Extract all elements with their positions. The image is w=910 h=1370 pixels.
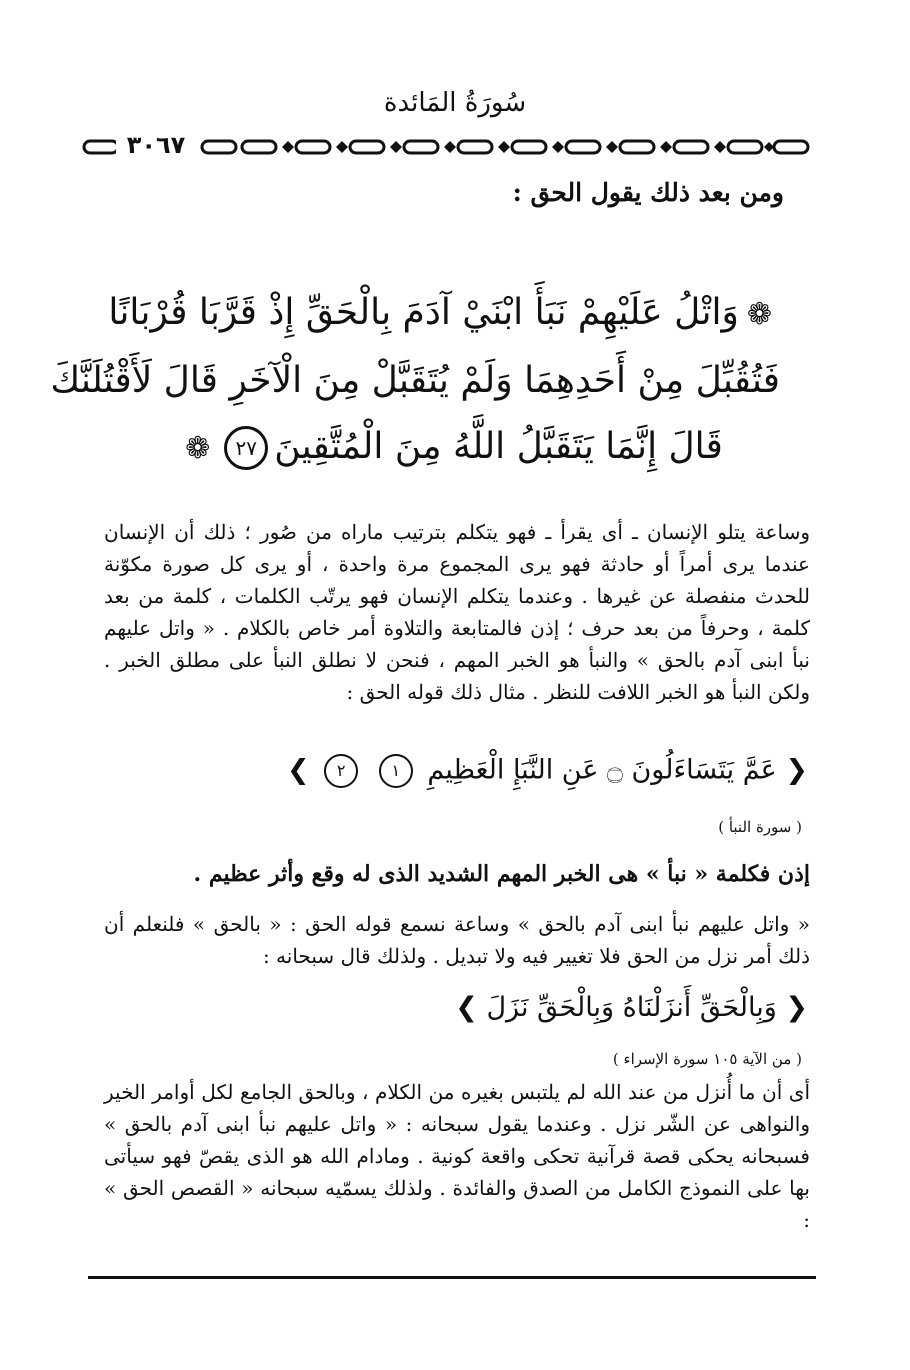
verse-source-1: ( سورة النبأ ) <box>718 818 802 836</box>
quran-line-3 <box>120 414 780 482</box>
paragraph-4: أى أن ما أُنزل من عند الله لم يلتبس بغيره من الكلام ، وبالحق الجامع لكل أوامر الخير والنواهى عن الشّر نزل . وعندما يقول سبحانه : « واتل عليهم نبأ ابنى آدم بالحق » فسبحانه يحكى قصة قرآنية تحكى واقعة كونية . ومادام الله هو الذى يقصّ فهو سيأتى بها على النموذج الكامل من الصدق والفائدة . ولذلك يسمّيه سبحانه « القصص الحق » : <box>104 1080 811 1232</box>
quoted-verse-1 <box>287 754 808 788</box>
verse-number-marker: ٢ <box>324 754 358 788</box>
verse-source-2: ( من الآية ١٠٥ سورة الإسراء ) <box>612 1050 802 1068</box>
paragraph-3: « واتل عليهم نبأ ابنى آدم بالحق » وساعة نسمع قوله الحق : « بالحق » فلنعلم أن ذلك أمر نزل من الحق فلا تغيير فيه ولا تبديل . ولذلك قال سبحانه : <box>104 912 810 968</box>
page-number: ٣٠٦٧ <box>116 130 196 160</box>
bottom-divider <box>88 1276 816 1279</box>
verse-number-marker: ١ <box>379 754 413 788</box>
quoted-verse-2-text: وَبِالْحَقِّ أَنزَلْنَاهُ وَبِالْحَقِّ نَزَلَ <box>486 992 777 1023</box>
opening-ornament-icon: ❁ <box>746 297 772 332</box>
closing-ornament-icon: ❁ <box>185 431 211 466</box>
ornament-bracket-icon: ❮ <box>785 992 808 1023</box>
quran-line-2: فَتُقُبِّلَ مِنْ أَحَدِهِمَا وَلَمْ يُتَقَبَّلْ مِنَ الْآخَرِ قَالَ لَأَقْتُلَنَّكَ <box>50 360 780 401</box>
quran-text-1: وَاتْلُ عَلَيْهِمْ نَبَأَ ابْنَيْ آدَمَ بِالْحَقِّ إِذْ قَرَّبَا قُرْبَانًا <box>108 292 739 333</box>
ornament-bracket-icon: ❯ <box>455 992 478 1023</box>
intro-line: ومن بعد ذلك يقول الحق : <box>512 178 784 207</box>
ornament-bracket-icon: ❮ <box>785 754 808 786</box>
ayah-number-marker: ٢٧ <box>224 426 268 470</box>
ornament-bracket-icon: ❯ <box>286 754 310 786</box>
paragraph-1: وساعة يتلو الإنسان ـ أى يقرأ ـ فهو يتكلم بترتيب ماراه من صُور ؛ ذلك أن الإنسان عندما يرى أمراً أو حادثة فهو يرى المجموع مرة واحدة ، أو يرى كل صورة مكوّنة للحدث منفصلة عن غيرها . وعندما يتكلم الإنسان فهو يرتّب الكلمات ، كلمة من بعد كلمة ، وحرفاً من بعد حرف ؛ إذن فالمتابعة والتلاوة أمر خاص بالكلام . « واتل عليهم نبأ ابنى آدم بالحق » والنبأ هو الخبر المهم ، فنحن لا نطلق النبأ على مطلق الخبر . ولكن النبأ هو الخبر اللافت للنظر . مثال ذلك قوله الحق : <box>104 520 811 704</box>
surah-title: سُورَةُ المَائدة <box>383 88 527 118</box>
quran-text-3: قَالَ إِنَّمَا يَتَقَبَّلُ اللَّهُ مِنَ الْمُتَّقِينَ <box>274 426 723 467</box>
quoted-verse-1-text: عَمَّ يَتَسَاءَلُونَ ۝ عَنِ النَّبَإِ الْعَظِيمِ <box>427 754 777 786</box>
quran-verse-block <box>50 280 780 482</box>
quoted-verse-2 <box>455 992 808 1023</box>
quran-line-1 <box>108 280 780 348</box>
paragraph-2: إذن فكلمة « نبأ » هى الخبر المهم الشديد الذى له وقع وأثر عظيم . <box>193 861 810 887</box>
